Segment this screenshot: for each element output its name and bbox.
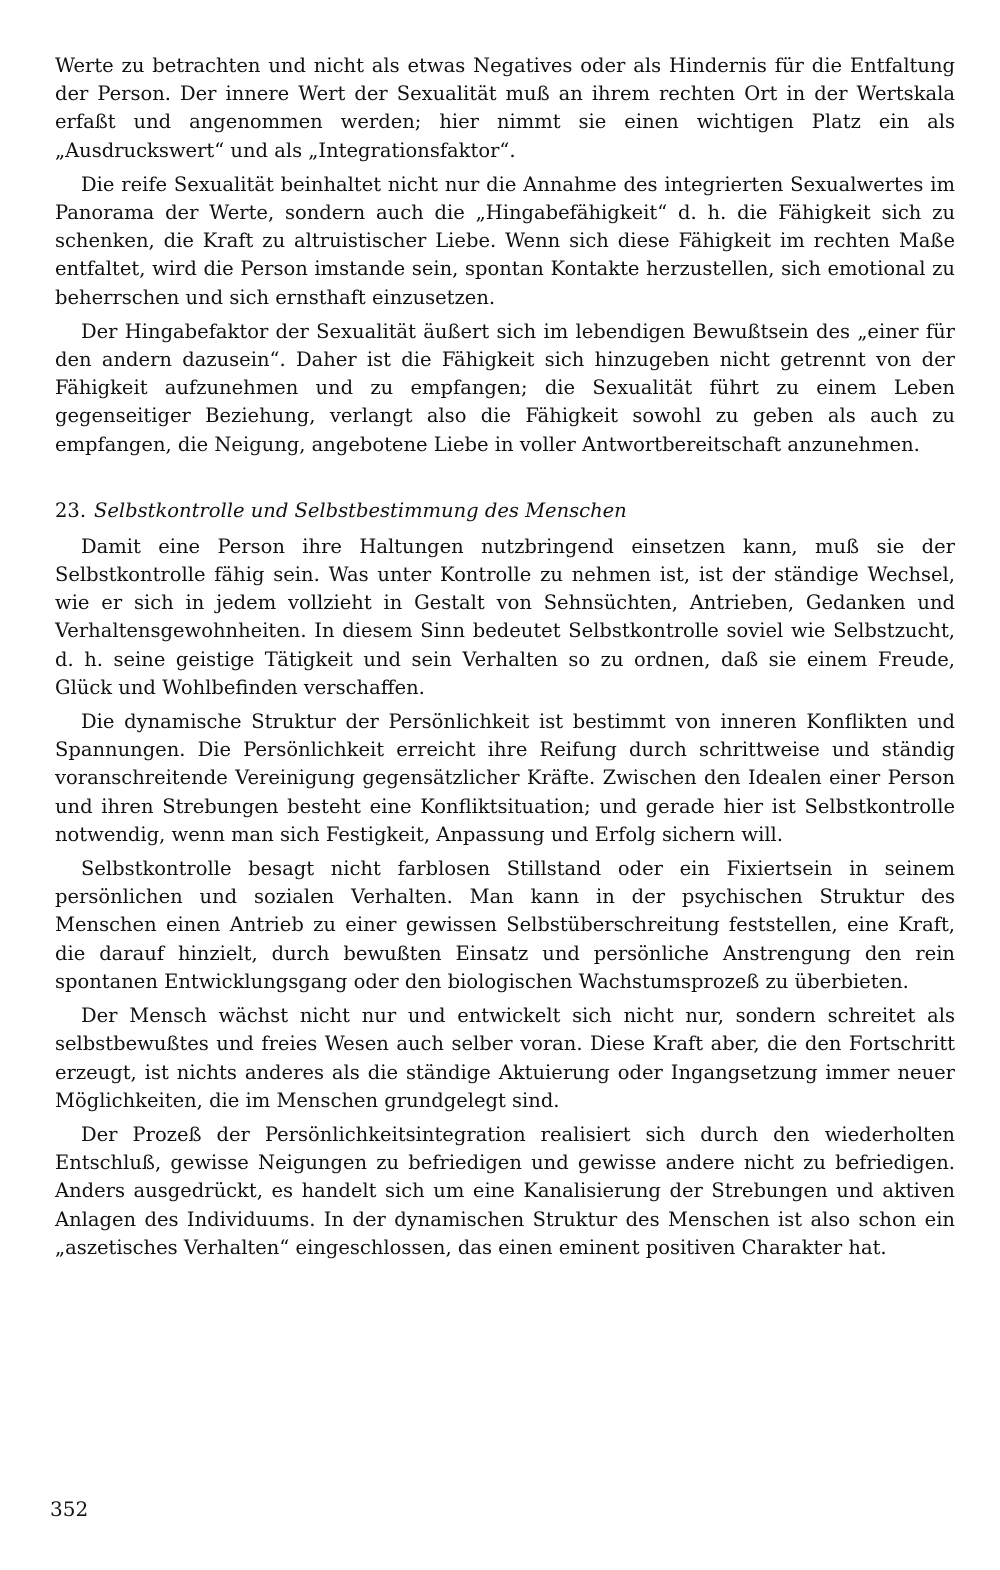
section-paragraph-5: Der Prozeß der Persönlichkeitsintegration realisiert sich durch den wiederholten Entschluß, gewisse Neigungen zu befriedigen und gewisse andere nicht zu befriedigen. Anders ausgedrückt, es handelt sich um eine Kanalisierung der Strebungen und aktiven Anlagen des Individuums. In der dynamischen Struktur des Menschen ist also schon ein „aszetisches Verhalten“ eingeschlossen, das einen eminent positiven Charakter hat. bbox=[55, 1122, 955, 1259]
intro-paragraph-2: Die reife Sexualität beinhaltet nicht nur die Annahme des integrierten Sexualwertes im Panorama der Werte, sondern auch die „Hingabefähigkeit“ d. h. die Fähigkeit sich zu schenken, die Kraft zu altruistischer Liebe. Wenn sich diese Fähigkeit im rechten Maße entfaltet, wird die Person imstande sein, spontan Kontakte herzustellen, sich emotional zu beherrschen und sich ernsthaft einzusetzen. bbox=[55, 172, 955, 309]
document-page bbox=[55, 52, 955, 1268]
section-heading bbox=[55, 497, 955, 525]
section-paragraph-2: Die dynamische Struktur der Persönlichkeit ist bestimmt von inneren Konflikten und Spannungen. Die Persönlichkeit erreicht ihre Reifung durch schrittweise und ständig voranschreitende Vereinigung gegensätzlicher Kräfte. Zwischen den Idealen einer Person und ihren Strebungen besteht eine Konfliktsituation; und gerade hier ist Selbstkontrolle notwendig, wenn man sich Festigkeit, Anpassung und Erfolg sichern will. bbox=[55, 710, 955, 846]
section-paragraph-3: Selbstkontrolle besagt nicht farblosen Stillstand oder ein Fixiertsein in seinem persönlichen und sozialen Verhalten. Man kann in der psychischen Struktur des Menschen einen Antrieb zu einer gewissen Selbstüberschreitung feststellen, eine Kraft, die darauf hinzielt, durch bewußten Einsatz und persönliche Anstrengung den rein spontanen Entwicklungsgang oder den biologischen Wachstumsprozeß zu überbieten. bbox=[55, 857, 955, 993]
intro-paragraph-1: Werte zu betrachten und nicht als etwas Negatives oder als Hindernis für die Entfaltung der Person. Der innere Wert der Sexualität muß an ihrem rechten Ort in der Wertskala erfaßt und angenommen werden; hier nimmt sie einen wichtigen Platz ein als „Ausdruckswert“ und als „Integrationsfaktor“. bbox=[55, 54, 955, 162]
page-number: 352 bbox=[50, 1497, 89, 1521]
section-title: Selbstkontrolle und Selbstbestimmung des Menschen bbox=[94, 498, 627, 522]
section-number: 23. bbox=[55, 498, 87, 522]
intro-paragraph-3: Der Hingabefaktor der Sexualität äußert sich im lebendigen Bewußtsein des „einer für den andern dazusein“. Daher ist die Fähigkeit sich hinzugeben nicht getrennt von der Fähigkeit aufzunehmen und zu empfangen; die Sexualität führt zu einem Leben gegenseitiger Beziehung, verlangt also die Fähigkeit sowohl zu geben als auch zu empfangen, die Neigung, angebotene Liebe in voller Antwortbereitschaft anzunehmen. bbox=[55, 319, 955, 456]
section-paragraph-1: Damit eine Person ihre Haltungen nutzbringend einsetzen kann, muß sie der Selbstkontrolle fähig sein. Was unter Kontrolle zu nehmen ist, ist der ständige Wechsel, wie er sich in jedem vollzieht in Gestalt von Sehnsüchten, Antrieben, Gedanken und Verhaltensgewohnheiten. In diesem Sinn bedeutet Selbstkontrolle soviel wie Selbstzucht, d. h. seine geistige Tätigkeit und sein Verhalten so zu ordnen, daß sie einem Freude, Glück und Wohlbefinden verschaffen. bbox=[55, 534, 955, 699]
section-paragraph-4: Der Mensch wächst nicht nur und entwickelt sich nicht nur, sondern schreitet als selbstbewußtes und freies Wesen auch selber voran. Diese Kraft aber, die den Fortschritt erzeugt, ist nichts anderes als die ständige Aktuierung oder Ingangsetzung immer neuer Möglichkeiten, die im Menschen grundgelegt sind. bbox=[55, 1004, 955, 1112]
